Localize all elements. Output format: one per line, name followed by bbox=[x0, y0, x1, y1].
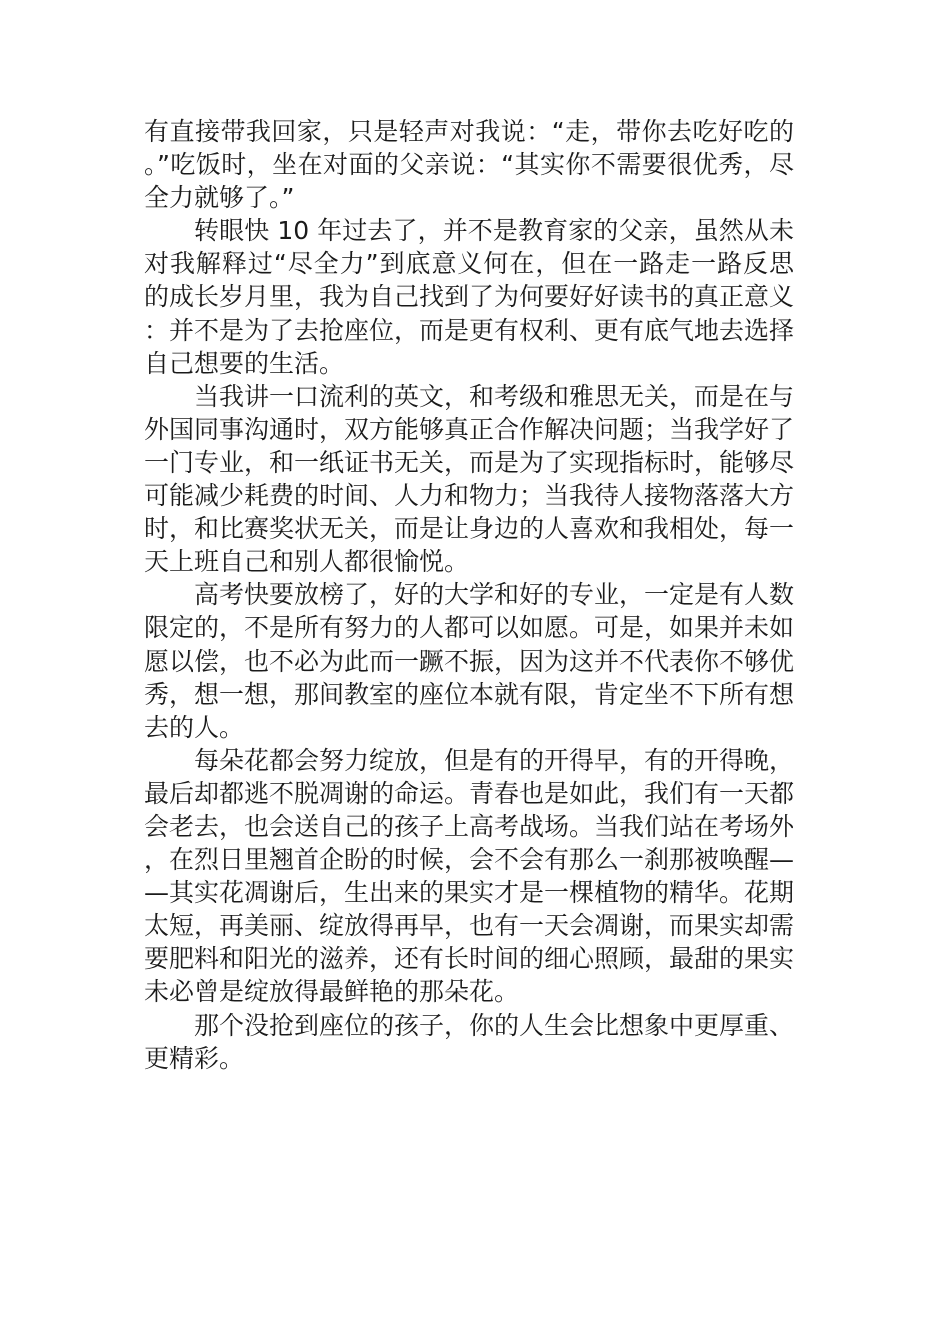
paragraph-4: 高考快要放榜了，好的大学和好的专业，一定是有人数限定的，不是所有努力的人都可以如愿。可是，如果并未如愿以偿，也不必为此而一蹶不振，因为这并不代表你不够优秀，想一想，那间教室的座位本就有限，肯定坐不下所有想去的人。 bbox=[144, 580, 795, 742]
paragraph-6: 那个没抢到座位的孩子，你的人生会比想象中更厚重、更精彩。 bbox=[144, 1010, 795, 1073]
document-body bbox=[144, 115, 794, 1075]
paragraph-5: 每朵花都会努力绽放，但是有的开得早，有的开得晚，最后却都逃不脱凋谢的命运。青春也是如此，我们有一天都会老去，也会送自己的孩子上高考战场。当我们站在考场外，在烈日里翘首企盼的时候，会不会有那么一刹那被唤醒——其实花凋谢后，生出来的果实才是一棵植物的精华。花期太短，再美丽、绽放得再早，也有一天会凋谢，而果实却需要肥料和阳光的滋养，还有长时间的细心照顾，最甜的果实未必曾是绽放得最鲜艳的那朵花。 bbox=[144, 745, 795, 1007]
paragraph-3: 当我讲一口流利的英文，和考级和雅思无关，而是在与外国同事沟通时，双方能够真正合作解决问题；当我学好了一门专业，和一纸证书无关，而是为了实现指标时，能够尽可能减少耗费的时间、人力和物力；当我待人接物落落大方时，和比赛奖状无关，而是让身边的人喜欢和我相处，每一天上班自己和别人都很愉悦。 bbox=[144, 381, 795, 577]
paragraph-1: 有直接带我回家，只是轻声对我说：“走，带你去吃好吃的。”吃饭时，坐在对面的父亲说：“其实你不需要很优秀，尽全力就够了。” bbox=[144, 117, 794, 213]
paragraph-2: 转眼快 10 年过去了，并不是教育家的父亲，虽然从未对我解释过“尽全力”到底意义何在，但在一路走一路反思的成长岁月里，我为自己找到了为何要好好读书的真正意义：并不是为了去抢座位，而是更有权利、更有底气地去选择自己想要的生活。 bbox=[144, 216, 795, 378]
